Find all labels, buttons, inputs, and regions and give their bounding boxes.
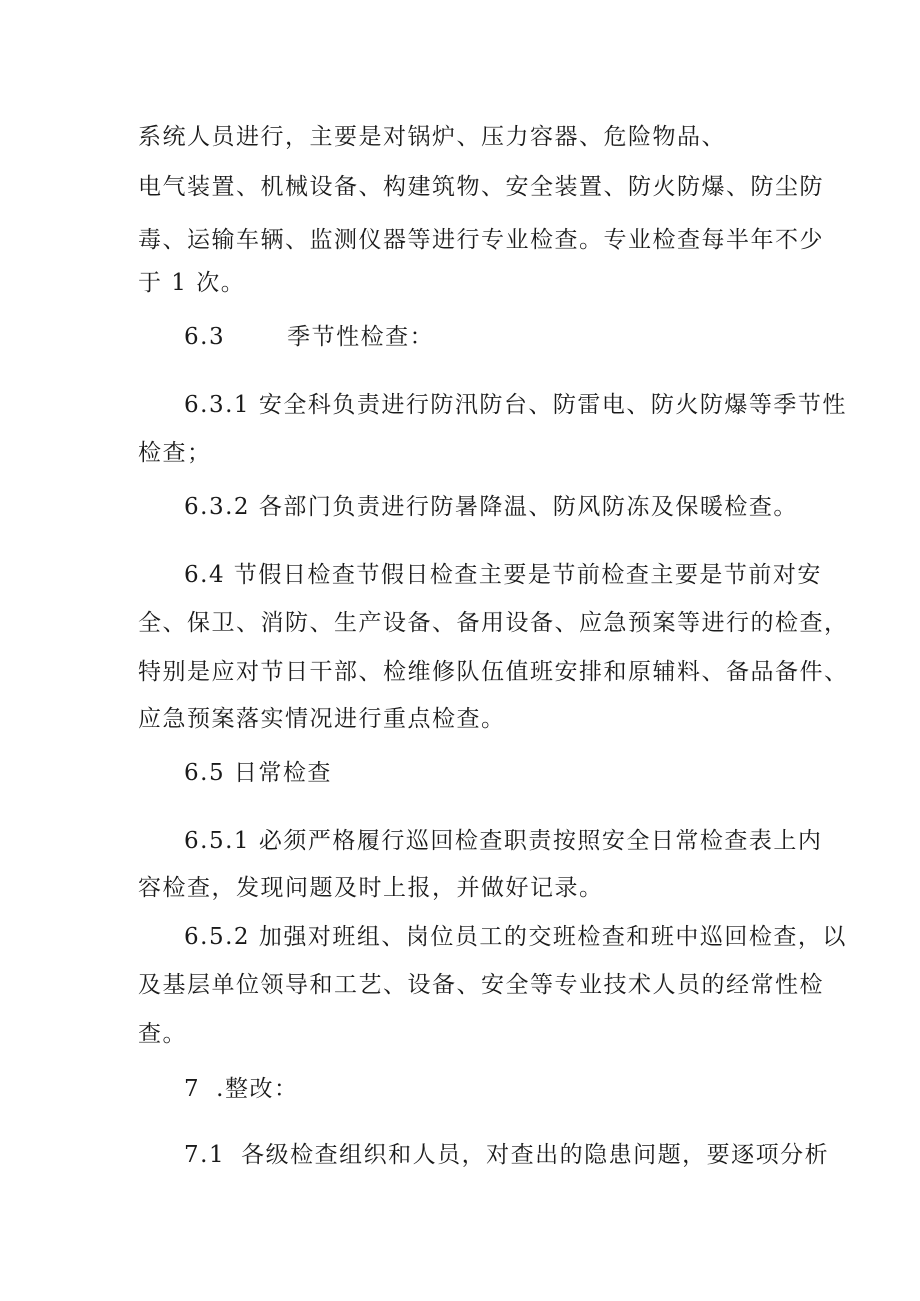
paragraph-line: 6.4 节假日检查节假日检查主要是节前检查主要是节前对安 <box>184 562 822 588</box>
paragraph-line: 系统人员进行，主要是对锅炉、压力容器、危险物品、 <box>138 124 726 150</box>
section-number: 7 <box>184 1076 201 1102</box>
paragraph-line: 6.5.2 加强对班组、岗位员工的交班检查和班中巡回检查，以 <box>184 924 847 950</box>
paragraph-line: 及基层单位领导和工艺、设备、安全等专业技术人员的经常性检 <box>138 972 824 998</box>
paragraph-line: 容检查，发现问题及时上报，并做好记录。 <box>138 875 604 901</box>
paragraph-line: 应急预案落实情况进行重点检查。 <box>138 706 506 732</box>
paragraph-line: 6.3.2 各部门负责进行防暑降温、防风防冻及保暖检查。 <box>184 494 798 520</box>
section-heading-7-1 <box>184 1140 829 1170</box>
section-heading-6-3 <box>184 322 434 352</box>
paragraph-line: 6.3.1 安全科负责进行防汛防台、防雷电、防火防爆等季节性 <box>184 392 847 418</box>
paragraph-line: 检查； <box>138 440 212 466</box>
section-heading-6-5: 6.5 日常检查 <box>184 760 332 786</box>
paragraph-line: 于 1 次。 <box>138 270 246 296</box>
section-number: 6.3 <box>184 324 226 350</box>
paragraph-line: 查。 <box>138 1021 187 1047</box>
paragraph-line: 特别是应对节日干部、检维修队伍值班安排和原辅料、备品备件、 <box>138 659 849 685</box>
section-title: .整改： <box>216 1076 299 1102</box>
section-text: 各级检查组织和人员，对查出的隐患问题，要逐项分析 <box>241 1142 830 1168</box>
section-heading-7 <box>184 1074 298 1104</box>
paragraph-line: 6.5.1 必须严格履行巡回检查职责按照安全日常检查表上内 <box>184 828 823 854</box>
paragraph-line: 毒、运输车辆、监测仪器等进行专业检查。专业检查每半年不少 <box>138 227 824 253</box>
paragraph-line: 全、保卫、消防、生产设备、备用设备、应急预案等进行的检查， <box>138 610 849 636</box>
section-title: 季节性检查： <box>287 324 435 350</box>
paragraph-line: 电气装置、机械设备、构建筑物、安全装置、防火防爆、防尘防 <box>138 174 824 200</box>
section-number: 7.1 <box>184 1142 226 1168</box>
